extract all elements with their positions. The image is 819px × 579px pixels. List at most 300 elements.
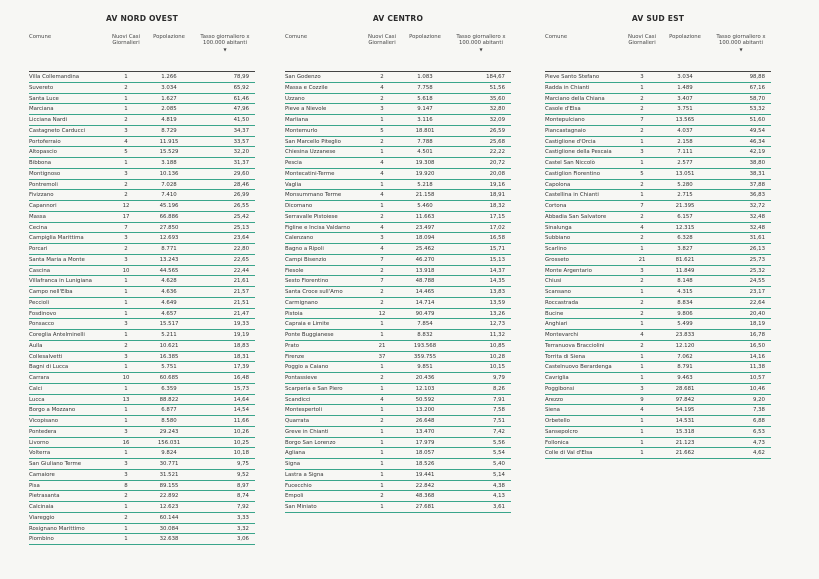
cell-popolazione: 22.842: [415, 482, 435, 489]
table-row: [545, 83, 771, 94]
cell-popolazione: 21.123: [675, 439, 695, 446]
cell-nuovi-casi: 9: [640, 396, 644, 403]
cell-tasso: 4,62: [752, 450, 765, 457]
cell-nuovi-casi: 3: [640, 74, 644, 80]
cell-tasso: 46,34: [749, 138, 765, 145]
sort-down-icon[interactable]: ▼: [479, 47, 483, 52]
cell-tasso: 19,19: [233, 332, 249, 338]
cell-nuovi-casi: 4: [124, 138, 128, 145]
region-centro: [285, 12, 511, 513]
cell-comune: Cortona: [545, 203, 567, 209]
cell-tasso: 4,73: [752, 439, 765, 446]
cell-popolazione: 15.529: [159, 149, 179, 156]
cell-comune: Suvereto: [29, 84, 54, 91]
cell-tasso: 12,73: [489, 321, 505, 328]
table-row: [545, 287, 771, 298]
cell-comune: Borgo San Lorenzo: [285, 439, 336, 446]
table-row: [29, 201, 255, 212]
cell-nuovi-casi: 7: [640, 203, 644, 209]
cell-comune: Fiesole: [285, 267, 304, 274]
cell-comune: Abbadia San Salvatore: [545, 213, 607, 220]
cell-popolazione: 11.663: [415, 213, 435, 220]
table-row: [29, 255, 255, 266]
cell-tasso: 61,46: [233, 95, 249, 102]
cell-comune: Montevarchi: [545, 332, 579, 338]
table-row: [29, 115, 255, 126]
header-nuovi-casi[interactable]: Nuovi Casi Giornalieri: [367, 34, 397, 46]
cell-popolazione: 3.034: [161, 84, 177, 91]
cell-tasso: 32,20: [233, 149, 249, 156]
cell-nuovi-casi: 2: [380, 418, 384, 424]
table-row: [29, 438, 255, 449]
table-row: [29, 491, 255, 502]
table-row: [29, 319, 255, 330]
cell-nuovi-casi: 3: [380, 235, 384, 242]
cell-popolazione: 12.120: [675, 342, 695, 349]
cell-tasso: 21,51: [233, 299, 249, 306]
header-nuovi-casi[interactable]: Nuovi Casi Giornalieri: [111, 34, 141, 46]
cell-comune: Montespertoli: [285, 407, 322, 414]
header-comune[interactable]: Comune: [545, 34, 568, 40]
cell-nuovi-casi: 1: [640, 450, 644, 457]
cell-nuovi-casi: 2: [380, 74, 384, 80]
cell-popolazione: 7.788: [417, 138, 433, 145]
cell-comune: Scandicci: [285, 396, 311, 403]
cell-nuovi-casi: 3: [124, 235, 128, 242]
cell-comune: San Miniato: [285, 504, 317, 510]
cell-nuovi-casi: 4: [640, 332, 644, 338]
cell-comune: Casole d'Elsa: [545, 106, 581, 113]
cell-popolazione: 359.755: [413, 353, 437, 360]
cell-nuovi-casi: 3: [640, 149, 644, 156]
cell-comune: Prato: [285, 342, 300, 349]
cell-nuovi-casi: 1: [640, 353, 644, 360]
cell-popolazione: 6.877: [161, 407, 177, 414]
cell-nuovi-casi: 7: [380, 256, 384, 263]
cell-popolazione: 48.788: [415, 278, 435, 285]
cell-comune: Dicomano: [285, 203, 313, 209]
cell-tasso: 25,32: [749, 267, 765, 274]
table-row: [545, 276, 771, 287]
cell-nuovi-casi: 1: [380, 428, 384, 435]
cell-nuovi-casi: 1: [124, 74, 128, 80]
table-row: [285, 309, 511, 320]
cell-popolazione: 18.057: [415, 450, 435, 457]
cell-comune: Carrara: [29, 375, 50, 381]
cell-tasso: 20,72: [489, 160, 505, 166]
cell-nuovi-casi: 1: [640, 246, 644, 252]
header-popolazione[interactable]: Popolazione: [669, 34, 701, 40]
cell-tasso: 25,13: [233, 224, 249, 231]
table-row: [545, 147, 771, 158]
cell-comune: Cecina: [29, 224, 48, 231]
cell-nuovi-casi: 2: [640, 181, 644, 188]
cell-popolazione: 4.657: [161, 310, 177, 317]
cell-popolazione: 12.315: [675, 224, 695, 231]
cell-nuovi-casi: 1: [380, 471, 384, 478]
header-tasso-label: Tasso giornaliero x 100.000 abitanti: [456, 34, 506, 46]
header-comune[interactable]: Comune: [285, 34, 308, 40]
cell-popolazione: 4.636: [161, 289, 177, 295]
cell-nuovi-casi: 2: [124, 514, 128, 521]
cell-tasso: 15,71: [489, 246, 505, 252]
cell-comune: Castel San Niccolò: [545, 160, 595, 166]
cell-nuovi-casi: 1: [124, 536, 128, 543]
cell-tasso: 49,54: [749, 127, 765, 134]
table-row: [545, 190, 771, 201]
cell-nuovi-casi: 1: [380, 321, 384, 328]
table-row: [29, 405, 255, 416]
table-body: [29, 72, 255, 545]
cell-tasso: 22,80: [233, 246, 249, 252]
cell-nuovi-casi: 7: [380, 278, 384, 285]
table-row: [545, 309, 771, 320]
cell-popolazione: 14.531: [675, 418, 695, 424]
cell-nuovi-casi: 2: [380, 375, 384, 381]
cell-tasso: 16,48: [233, 375, 249, 381]
cell-tasso: 5,14: [492, 471, 505, 478]
cell-nuovi-casi: 1: [640, 418, 644, 424]
cell-tasso: 32,48: [749, 213, 765, 220]
cell-popolazione: 11.915: [159, 138, 179, 145]
table-row: [545, 223, 771, 234]
header-tasso[interactable]: [451, 32, 511, 71]
cell-comune: Uzzano: [285, 95, 305, 102]
cell-nuovi-casi: 1: [380, 364, 384, 371]
cell-comune: Castiglion Fiorentino: [545, 170, 600, 177]
cell-comune: Castiglione d'Orcia: [545, 138, 596, 145]
cell-comune: Viareggio: [29, 514, 55, 521]
cell-comune: Agliana: [285, 450, 306, 457]
cell-comune: Bibbona: [29, 160, 52, 166]
cell-nuovi-casi: 1: [380, 461, 384, 467]
cell-comune: Collesalvetti: [29, 353, 63, 360]
table-row: [29, 448, 255, 459]
cell-popolazione: 46.270: [415, 256, 435, 263]
cell-nuovi-casi: 1: [640, 439, 644, 446]
cell-nuovi-casi: 5: [380, 127, 384, 134]
header-tasso[interactable]: [711, 32, 771, 71]
cell-comune: Poggibonsi: [545, 385, 575, 392]
cell-popolazione: 1.627: [161, 95, 177, 102]
cell-comune: Sesto Fiorentino: [285, 278, 329, 285]
cell-popolazione: 10.136: [159, 170, 179, 177]
cell-popolazione: 30.084: [159, 525, 179, 532]
table-row: [545, 341, 771, 352]
region-nord-ovest: [29, 12, 255, 545]
cell-nuovi-casi: 10: [122, 267, 130, 274]
table-body: [545, 72, 771, 459]
cell-comune: Chiesina Uzzanese: [285, 149, 336, 156]
cell-nuovi-casi: 4: [380, 246, 384, 252]
cell-popolazione: 14.465: [415, 289, 435, 295]
table-row: [545, 72, 771, 83]
cell-comune: Pieve a Nievole: [285, 106, 327, 113]
cell-comune: Figline e Incisa Valdarno: [285, 224, 351, 231]
cell-comune: Livorno: [29, 439, 49, 446]
cell-tasso: 10,85: [489, 342, 505, 349]
cell-tasso: 14,35: [489, 278, 505, 285]
cell-comune: Villafranca in Lunigiana: [29, 278, 92, 285]
cell-tasso: 8,26: [492, 385, 505, 392]
table-row: [545, 126, 771, 137]
cell-comune: Coreglia Antelminelli: [29, 332, 85, 338]
region-title: AV CENTRO: [372, 14, 424, 23]
cell-nuovi-casi: 2: [640, 278, 644, 285]
table-row: [545, 352, 771, 363]
table-row: [545, 395, 771, 406]
table-row: [285, 384, 511, 395]
table-row: [545, 330, 771, 341]
cell-comune: Campi Bisenzio: [285, 256, 327, 263]
cell-nuovi-casi: 5: [640, 170, 644, 177]
cell-tasso: 11,32: [489, 332, 505, 338]
cell-comune: Capraia e Limite: [285, 321, 330, 328]
cell-comune: Villa Collemandina: [29, 74, 80, 80]
cell-nuovi-casi: 1: [380, 181, 384, 188]
cell-nuovi-casi: 2: [640, 342, 644, 349]
cell-comune: Arezzo: [545, 396, 564, 403]
cell-tasso: 21,61: [233, 278, 249, 285]
cell-popolazione: 5.460: [417, 203, 433, 209]
table-row: [285, 115, 511, 126]
cell-comune: Portoferraio: [29, 138, 61, 145]
cell-nuovi-casi: 5: [124, 149, 128, 156]
table-row: [285, 244, 511, 255]
cell-tasso: 8,97: [236, 482, 249, 489]
cell-popolazione: 8.148: [677, 278, 693, 285]
cell-nuovi-casi: 1: [640, 364, 644, 371]
cell-comune: Aulla: [29, 342, 43, 349]
cell-popolazione: 13.200: [415, 407, 435, 414]
cell-comune: Sansepolcro: [545, 428, 578, 435]
cell-nuovi-casi: 2: [380, 95, 384, 102]
cell-comune: Poggio a Caiano: [285, 364, 329, 371]
cell-tasso: 23,17: [749, 289, 765, 295]
cell-nuovi-casi: 1: [640, 428, 644, 435]
cell-comune: Terranuova Bracciolini: [545, 342, 605, 349]
cell-comune: Capolona: [545, 181, 571, 188]
cell-popolazione: 17.979: [415, 439, 435, 446]
cell-nuovi-casi: 16: [122, 439, 130, 446]
cell-nuovi-casi: 2: [124, 84, 128, 91]
cell-nuovi-casi: 3: [640, 385, 644, 392]
cell-popolazione: 5.218: [417, 181, 433, 188]
table-row: [285, 438, 511, 449]
cell-comune: Santa Maria a Monte: [29, 256, 85, 263]
cell-nuovi-casi: 2: [640, 213, 644, 220]
cell-comune: Torrita di Siena: [545, 353, 586, 360]
table-row: [545, 319, 771, 330]
cell-comune: Pieve Santo Stefano: [545, 74, 600, 80]
cell-nuovi-casi: 1: [380, 203, 384, 209]
cell-tasso: 3,61: [492, 504, 505, 510]
table-row: [29, 309, 255, 320]
cell-tasso: 38,31: [749, 170, 765, 177]
cell-tasso: 32,48: [749, 224, 765, 231]
table-row: [285, 362, 511, 373]
region-title: AV SUD EST: [631, 14, 685, 23]
cell-tasso: 32,09: [489, 117, 505, 123]
cell-nuovi-casi: 1: [124, 332, 128, 338]
sort-down-icon[interactable]: ▼: [223, 47, 227, 52]
cell-nuovi-casi: 1: [124, 160, 128, 166]
cell-tasso: 184,67: [486, 74, 505, 80]
table-row: [545, 169, 771, 180]
table-row: [285, 126, 511, 137]
cell-popolazione: 23.497: [415, 224, 435, 231]
table-row: [545, 448, 771, 459]
table-row: [29, 298, 255, 309]
cell-popolazione: 30.771: [159, 461, 179, 467]
cell-comune: Massa e Cozzile: [285, 84, 328, 91]
cell-popolazione: 8.771: [161, 246, 177, 252]
table-row: [545, 201, 771, 212]
cell-popolazione: 25.462: [415, 246, 435, 252]
cell-popolazione: 44.565: [159, 267, 179, 274]
cell-comune: Lastra a Signa: [285, 471, 324, 478]
cell-comune: Piombino: [29, 536, 54, 543]
header-popolazione[interactable]: Popolazione: [153, 34, 185, 40]
cell-nuovi-casi: 1: [640, 289, 644, 295]
cell-comune: Castelnuovo Berardenga: [545, 364, 612, 371]
cell-popolazione: 13.243: [159, 256, 179, 263]
cell-comune: Carmignano: [285, 299, 318, 306]
cell-tasso: 15,73: [233, 385, 249, 392]
table-row: [29, 384, 255, 395]
table-row: [285, 223, 511, 234]
table-row: [29, 158, 255, 169]
cell-popolazione: 9.806: [677, 310, 693, 317]
cell-comune: Marciana: [29, 106, 54, 113]
cell-popolazione: 15.318: [675, 428, 695, 435]
sort-down-icon[interactable]: ▼: [739, 47, 743, 52]
cell-nuovi-casi: 1: [380, 332, 384, 338]
cell-nuovi-casi: 3: [380, 106, 384, 113]
cell-popolazione: 14.714: [415, 299, 435, 306]
table-body: [285, 72, 511, 513]
header-popolazione[interactable]: Popolazione: [409, 34, 441, 40]
cell-popolazione: 54.195: [675, 407, 695, 414]
cell-tasso: 18,91: [489, 192, 505, 199]
cell-tasso: 5,54: [492, 450, 505, 457]
table-row: [285, 405, 511, 416]
cell-nuovi-casi: 1: [380, 407, 384, 414]
cell-comune: Licciana Nardi: [29, 117, 68, 123]
region-title: AV NORD OVEST: [105, 14, 179, 23]
table-row: [545, 255, 771, 266]
cell-nuovi-casi: 1: [380, 450, 384, 457]
cell-tasso: 19,16: [489, 181, 505, 188]
cell-comune: Quarrata: [285, 418, 310, 424]
cell-popolazione: 29.243: [159, 428, 179, 435]
cell-nuovi-casi: 1: [640, 192, 644, 199]
table-row: [285, 255, 511, 266]
cell-comune: Anghiari: [545, 321, 568, 328]
cell-nuovi-casi: 4: [640, 224, 644, 231]
cell-nuovi-casi: 1: [124, 299, 128, 306]
cell-popolazione: 193.568: [413, 342, 437, 349]
cell-tasso: 10,28: [489, 353, 505, 360]
cell-tasso: 9,79: [492, 375, 505, 381]
cell-tasso: 67,16: [749, 84, 765, 91]
cell-tasso: 32,72: [749, 203, 765, 209]
cell-nuovi-casi: 2: [380, 267, 384, 274]
cell-tasso: 15,13: [489, 256, 505, 263]
header-nuovi-casi[interactable]: Nuovi Casi Giornalieri: [627, 34, 657, 46]
cell-popolazione: 7.111: [677, 149, 693, 156]
cell-popolazione: 1.489: [677, 84, 693, 91]
cell-comune: Castagneto Carducci: [29, 127, 86, 134]
cell-tasso: 65,92: [233, 84, 249, 91]
table-row: [285, 180, 511, 191]
cell-popolazione: 88.822: [159, 396, 179, 403]
table-row: [285, 373, 511, 384]
cell-popolazione: 8.832: [417, 332, 433, 338]
cell-tasso: 16,58: [489, 235, 505, 242]
table-row: [545, 158, 771, 169]
cell-nuovi-casi: 1: [380, 385, 384, 392]
cell-nuovi-casi: 2: [640, 127, 644, 134]
table-row: [29, 502, 255, 513]
cell-tasso: 25,42: [233, 213, 249, 220]
cell-popolazione: 5.211: [161, 332, 177, 338]
cell-popolazione: 4.501: [417, 149, 433, 156]
cell-popolazione: 27.850: [159, 224, 179, 231]
cell-popolazione: 5.280: [677, 181, 693, 188]
cell-tasso: 3,33: [236, 514, 249, 521]
cell-nuovi-casi: 4: [380, 192, 384, 199]
table-row: [285, 158, 511, 169]
cell-popolazione: 21.395: [675, 203, 695, 209]
cell-comune: Sinalunga: [545, 224, 572, 231]
table-row: [285, 190, 511, 201]
cell-comune: Cavriglia: [545, 375, 569, 381]
cell-popolazione: 1.083: [417, 74, 433, 80]
cell-nuovi-casi: 3: [124, 127, 128, 134]
cell-nuovi-casi: 10: [122, 375, 130, 381]
table-row: [29, 534, 255, 545]
cell-comune: Camaiore: [29, 471, 55, 478]
cell-tasso: 16,50: [749, 342, 765, 349]
cell-nuovi-casi: 1: [124, 504, 128, 510]
cell-comune: Pistoia: [285, 310, 303, 317]
table-row: [29, 373, 255, 384]
table-row: [29, 416, 255, 427]
cell-tasso: 22,44: [233, 267, 249, 274]
table-row: [285, 416, 511, 427]
cell-nuovi-casi: 1: [640, 84, 644, 91]
cell-tasso: 34,37: [233, 127, 249, 134]
table-row: [29, 330, 255, 341]
cell-nuovi-casi: 4: [380, 170, 384, 177]
cell-popolazione: 6.157: [677, 213, 693, 220]
table-row: [545, 233, 771, 244]
header-comune[interactable]: Comune: [29, 34, 52, 40]
cell-popolazione: 7.410: [161, 192, 177, 199]
table-row: [29, 266, 255, 277]
cell-nuovi-casi: 1: [124, 364, 128, 371]
cell-nuovi-casi: 3: [640, 267, 644, 274]
cell-popolazione: 13.470: [415, 428, 435, 435]
table-row: [545, 362, 771, 373]
header-tasso[interactable]: [195, 32, 255, 71]
table-row: [285, 233, 511, 244]
cell-popolazione: 3.751: [677, 106, 693, 113]
cell-tasso: 98,88: [749, 74, 765, 80]
cell-popolazione: 9.824: [161, 450, 177, 457]
cell-popolazione: 8.729: [161, 127, 177, 134]
